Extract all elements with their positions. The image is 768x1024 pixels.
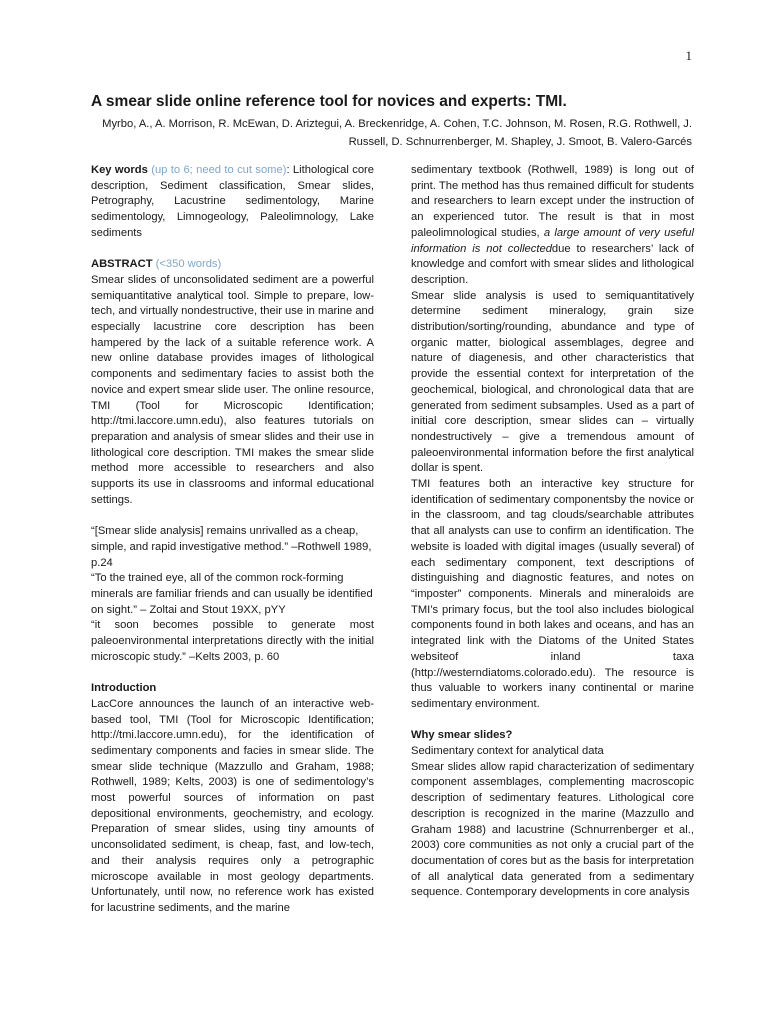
abstract-note: (<350 words)	[155, 258, 222, 271]
keywords-label: Key words	[91, 164, 148, 176]
why-smear-slides-heading: Why smear slides?	[411, 729, 513, 742]
abstract-text: Smear slides of unconsolidated sediment are a powerful semiquantitative analytical tool. Simple to prepare, low-tech, and virtually nondestructive, their use in marine and especially lacustrine core description has been hampered by the lack of a suitable reference work. A new online database provides images of lithological components and sedimentary facies to assist both the novice and expert smear slide user. The online resource, TMI (Tool for Microscopic Identification; http://tmi.laccore.umn.edu), also features tutorials on preparation and analysis of smear slides and their use in lithological core description. TMI makes the smear slide method more accessible to researchers and also supports its use in classrooms and informal educational settings.	[91, 273, 374, 506]
quote-zoltai: “To the trained eye, all of the common rock-forming minerals are familiar friends and can usually be identified on sight.” – Zoltai and Stout 19XX, pYY	[91, 572, 373, 616]
keywords-paragraph	[91, 163, 374, 242]
sedimentary-context-subheading: Sedimentary context for analytical data	[411, 745, 604, 757]
smear-slides-paragraph: Smear slides allow rapid characterization of sedimentary component assemblages, complementing macroscopic description of sedimentary features. Lithological core description is recognized in the marine (Mazzullo and Graham 1988) and lacustrine (Schnurrenberger et al., 2003) core communities as not only a crucial part of the documentation of cores but as the basis for interpretation of all analytical data generated from a sedimentary sequence. Contemporary developments in core analysis	[411, 760, 694, 899]
quote-rothwell: “[Smear slide analysis] remains unrivalled as a cheap, simple, and rapid investigative method.” –Rothwell 1989, p.24	[91, 525, 372, 569]
method-paragraph: Smear slide analysis is used to semiquantitatively determine sediment mineralogy, grain size distribution/sorting/rounding, abundance and type of organic matter, biological assemblages, degree and nature of diagenesis, and other characteristics that provide the essential context for interpretation of the geochemical, biological, and chronological data that are generated from sediment subsamples. Used as a part of initial core description, smear slides can – virtually nondestructively – give a tremendous amount of paleoenvironmental information before the first analytical dollar is spent.	[411, 289, 694, 475]
author-list: Myrbo, A., A. Morrison, R. McEwan, D. Ariztegui, A. Breckenridge, A. Cohen, T.C. Johnson, M. Rosen, R.G. Rothwell, J. Russell, D. Schnurrenberger, M. Shapley, J. Smoot, B. Valero-Garcés	[102, 118, 692, 148]
quote-kelts: “it soon becomes possible to generate most paleoenvironmental interpretations directly with the initial microscopic study.” –Kelts 2003, p. 60	[91, 619, 374, 663]
textbook-paragraph	[411, 163, 694, 289]
tmi-features-paragraph: TMI features both an interactive key structure for identification of sedimentary componentsby the novice or in the classroom, and tag clouds/searchable attributes that all analysts can use to confirm an identification. The website is loaded with digital images (usually several) of each sedimentary component, text descriptions of distinguishing and diagnostic features, and notes on “imposter” components. Minerals and mineraloids are TMI’s primary focus, but the tool also includes biological components found in both lakes and oceans, and has an integrated link with the Diatoms of the United States websiteof inland taxa (http://westerndiatoms.colorado.edu). The resource is thus valuable to workers inany continental or marine sedimentary environment.	[411, 478, 694, 710]
paper-title: A smear slide online reference tool for novices and experts: TMI.	[91, 93, 567, 110]
abstract-label: ABSTRACT	[91, 258, 153, 271]
textbook-text-start: sedimentary textbook (Rothwell, 1989) is long out of print. The method has thus remained difficult for students and researchers to learn except under the instruction of an experienced tutor. The result is that in most paleolimnological studies,	[411, 164, 694, 239]
introduction-heading: Introduction	[91, 682, 157, 695]
textbook-text-end: due to researchers’ lack of knowledge and comfort with smear slides and lithological description.	[411, 242, 694, 286]
right-column	[411, 163, 694, 901]
introduction-text: LacCore announces the launch of an interactive web-based tool, TMI (Tool for Microscopic Identification; http://tmi.laccore.umn.edu), for the identification of sedimentary components and facies in smear slide. The smear slide technique (Mazzullo and Graham, 1988; Rothwell, 1989; Kelts, 2003) is one of sedimentology’s most powerful sources of information on past depositional environments, geochemistry, and ecology. Preparation of smear slides, using tiny amounts of unconsolidated sediment, is cheap, fast, and low-tech, and their analysis requires only a petrographic microscope available in most geology departments. Unfortunately, until now, no reference work has existed for lacustrine sediments, and the marine	[91, 697, 374, 914]
abstract-heading	[91, 257, 374, 273]
keywords-note: (up to 6; need to cut some)	[151, 164, 287, 176]
page-number: 1	[685, 48, 692, 63]
keywords-text: : Lithological core description, Sediment classification, Smear slides, Petrography, Lacustrine sedimentology, Marine sedimentology, Limnogeology, Paleolimnology, Lake sediments	[91, 164, 375, 239]
textbook-italic-phrase: a large amount of very useful information is not collected	[411, 226, 694, 255]
left-column	[91, 163, 374, 917]
